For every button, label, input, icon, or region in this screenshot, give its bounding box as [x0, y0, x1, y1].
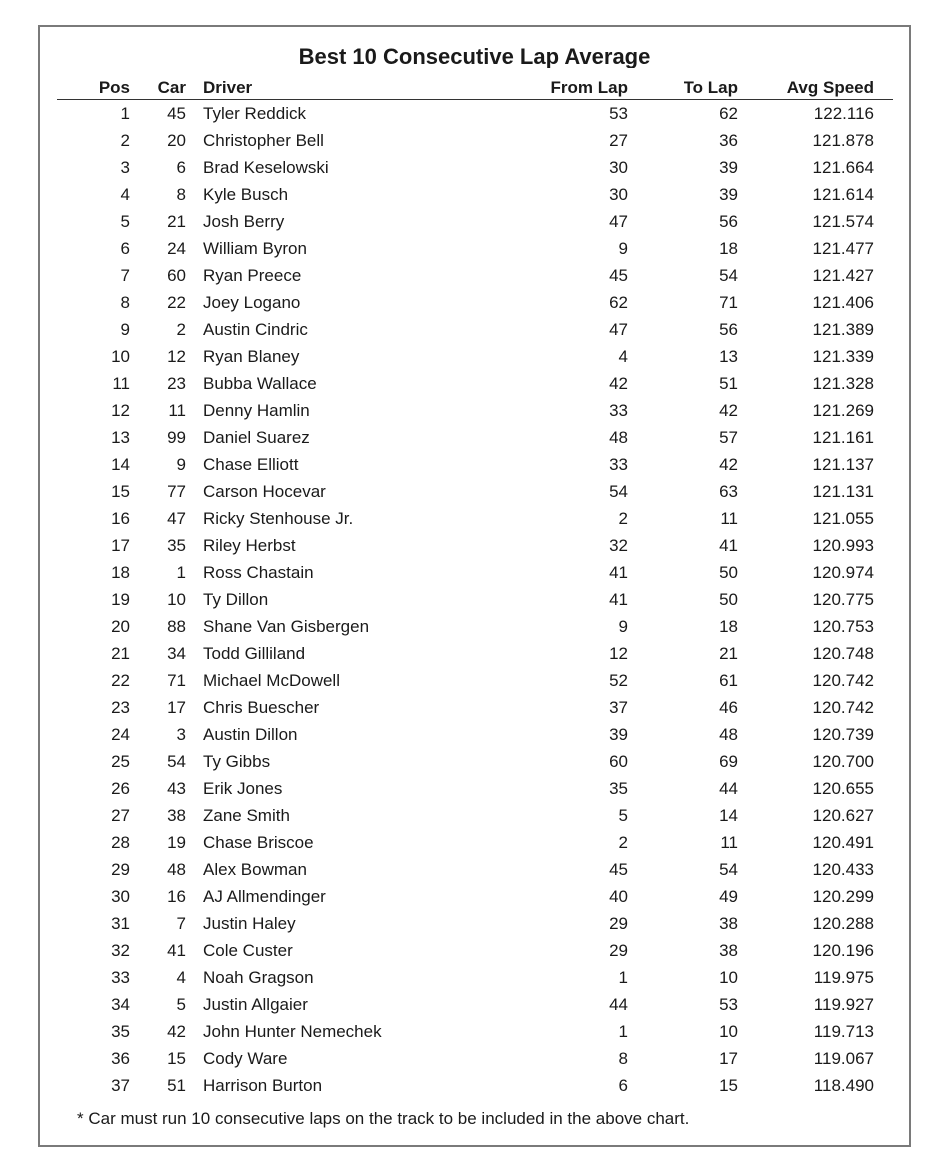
cell-pos: 35 [111, 1022, 130, 1041]
cell-driver: Ty Gibbs [203, 752, 271, 771]
cell-to-lap: 71 [719, 293, 738, 312]
cell-driver: Chris Buescher [203, 698, 320, 717]
table-row [57, 424, 893, 451]
cell-from-lap: 6 [618, 1076, 628, 1095]
cell-pos: 28 [111, 833, 130, 852]
table-row [57, 235, 893, 262]
cell-pos: 24 [111, 725, 130, 744]
cell-pos: 33 [111, 968, 130, 987]
header-pos: Pos [98, 78, 130, 97]
cell-to-lap: 38 [719, 941, 738, 960]
cell-car: 21 [167, 212, 186, 231]
cell-car: 77 [167, 482, 186, 501]
cell-from-lap: 42 [609, 374, 628, 393]
header-from-lap: From Lap [550, 78, 628, 97]
cell-driver: Tyler Reddick [203, 104, 306, 123]
table-row [57, 640, 893, 667]
cell-from-lap: 35 [609, 779, 628, 798]
cell-to-lap: 11 [720, 833, 738, 852]
cell-from-lap: 48 [609, 428, 628, 447]
header-avg-speed: Avg Speed [786, 78, 874, 97]
cell-to-lap: 39 [719, 185, 738, 204]
cell-pos: 11 [112, 374, 130, 393]
table-row [57, 1045, 893, 1072]
cell-pos: 14 [111, 455, 130, 474]
cell-driver: Ross Chastain [203, 563, 314, 582]
cell-car: 7 [176, 914, 186, 933]
cell-car: 22 [167, 293, 186, 312]
cell-pos: 22 [111, 671, 130, 690]
cell-from-lap: 1 [618, 1022, 628, 1041]
cell-pos: 19 [111, 590, 130, 609]
cell-car: 3 [176, 725, 186, 744]
cell-from-lap: 29 [609, 914, 628, 933]
table-row [57, 100, 893, 127]
cell-avg-speed: 121.055 [812, 509, 874, 528]
cell-to-lap: 49 [719, 887, 738, 906]
cell-pos: 20 [111, 617, 130, 636]
cell-to-lap: 63 [719, 482, 738, 501]
cell-avg-speed: 122.116 [813, 104, 874, 123]
cell-from-lap: 33 [609, 455, 628, 474]
cell-to-lap: 54 [719, 266, 738, 285]
cell-avg-speed: 120.299 [812, 887, 874, 906]
cell-pos: 32 [111, 941, 130, 960]
table-row [57, 937, 893, 964]
cell-pos: 27 [111, 806, 130, 825]
cell-avg-speed: 121.137 [812, 455, 874, 474]
cell-car: 38 [167, 806, 186, 825]
cell-car: 42 [167, 1022, 186, 1041]
cell-from-lap: 30 [609, 185, 628, 204]
cell-avg-speed: 120.700 [812, 752, 874, 771]
cell-pos: 21 [111, 644, 130, 663]
cell-driver: Ricky Stenhouse Jr. [203, 509, 354, 528]
cell-to-lap: 10 [719, 968, 738, 987]
table-row [57, 586, 893, 613]
cell-avg-speed: 120.655 [812, 779, 874, 798]
cell-pos: 7 [120, 266, 130, 285]
cell-pos: 26 [111, 779, 130, 798]
cell-car: 47 [167, 509, 186, 528]
footnote: * Car must run 10 consecutive laps on the track to be included in the above chart. [77, 1109, 690, 1128]
cell-avg-speed: 120.196 [812, 941, 874, 960]
cell-driver: Noah Gragson [203, 968, 314, 987]
cell-pos: 30 [111, 887, 130, 906]
table-row [57, 343, 893, 370]
cell-to-lap: 42 [719, 455, 738, 474]
cell-avg-speed: 120.433 [812, 860, 874, 879]
cell-avg-speed: 120.993 [812, 536, 874, 555]
cell-avg-speed: 121.161 [812, 428, 874, 447]
cell-driver: Harrison Burton [203, 1076, 323, 1095]
table-row [57, 370, 893, 397]
cell-car: 71 [167, 671, 186, 690]
cell-car: 20 [167, 131, 186, 150]
cell-from-lap: 12 [609, 644, 628, 663]
cell-driver: Bubba Wallace [203, 374, 317, 393]
cell-to-lap: 13 [719, 347, 738, 366]
cell-avg-speed: 121.406 [812, 293, 874, 312]
cell-avg-speed: 120.775 [812, 590, 874, 609]
cell-car: 24 [167, 239, 186, 258]
cell-from-lap: 54 [609, 482, 628, 501]
table-row [57, 1072, 893, 1099]
table-row [57, 883, 893, 910]
cell-to-lap: 56 [719, 320, 738, 339]
cell-driver: Riley Herbst [203, 536, 296, 555]
table-header [57, 75, 893, 100]
cell-car: 6 [176, 158, 186, 177]
table-row [57, 964, 893, 991]
cell-pos: 10 [111, 347, 130, 366]
cell-car: 23 [167, 374, 186, 393]
cell-car: 19 [167, 833, 186, 852]
report-frame [38, 25, 911, 1147]
cell-driver: Justin Allgaier [203, 995, 308, 1014]
cell-avg-speed: 121.339 [812, 347, 874, 366]
table-row [57, 478, 893, 505]
table-row [57, 289, 893, 316]
cell-avg-speed: 121.427 [812, 266, 874, 285]
cell-driver: Erik Jones [203, 779, 283, 798]
cell-pos: 1 [120, 104, 130, 123]
cell-from-lap: 40 [609, 887, 628, 906]
cell-from-lap: 41 [609, 563, 628, 582]
cell-from-lap: 47 [609, 212, 628, 231]
cell-from-lap: 2 [618, 833, 628, 852]
cell-car: 10 [167, 590, 186, 609]
cell-from-lap: 30 [609, 158, 628, 177]
cell-car: 35 [167, 536, 186, 555]
cell-to-lap: 46 [719, 698, 738, 717]
cell-pos: 12 [111, 401, 130, 420]
cell-car: 1 [176, 563, 186, 582]
cell-from-lap: 44 [609, 995, 628, 1014]
table-row [57, 1018, 893, 1045]
table-row [57, 667, 893, 694]
cell-avg-speed: 120.742 [812, 671, 874, 690]
table-row [57, 613, 893, 640]
cell-car: 16 [167, 887, 186, 906]
table-row [57, 748, 893, 775]
header-car: Car [157, 78, 186, 97]
cell-from-lap: 60 [609, 752, 628, 771]
cell-avg-speed: 120.742 [812, 698, 874, 717]
cell-avg-speed: 121.269 [812, 401, 874, 420]
cell-from-lap: 37 [609, 698, 628, 717]
cell-avg-speed: 119.927 [813, 995, 874, 1014]
cell-to-lap: 36 [719, 131, 738, 150]
cell-to-lap: 41 [719, 536, 738, 555]
cell-driver: Ty Dillon [203, 590, 269, 609]
cell-driver: AJ Allmendinger [203, 887, 326, 906]
cell-car: 5 [176, 995, 186, 1014]
table-row [57, 397, 893, 424]
cell-to-lap: 10 [719, 1022, 738, 1041]
cell-driver: Josh Berry [203, 212, 285, 231]
cell-from-lap: 27 [609, 131, 628, 150]
cell-to-lap: 11 [720, 509, 738, 528]
cell-to-lap: 21 [719, 644, 738, 663]
cell-from-lap: 9 [618, 617, 628, 636]
cell-driver: Ryan Blaney [203, 347, 300, 366]
cell-to-lap: 69 [719, 752, 738, 771]
cell-avg-speed: 121.477 [812, 239, 874, 258]
table-row [57, 181, 893, 208]
cell-driver: Chase Briscoe [203, 833, 314, 852]
cell-car: 60 [167, 266, 186, 285]
cell-to-lap: 17 [719, 1049, 738, 1068]
header-to-lap: To Lap [683, 78, 738, 97]
cell-pos: 3 [120, 158, 130, 177]
cell-driver: Kyle Busch [203, 185, 289, 204]
cell-car: 9 [176, 455, 186, 474]
cell-car: 8 [176, 185, 186, 204]
cell-avg-speed: 118.490 [813, 1076, 874, 1095]
cell-from-lap: 52 [609, 671, 628, 690]
cell-from-lap: 45 [609, 266, 628, 285]
table-row [57, 829, 893, 856]
cell-driver: Zane Smith [203, 806, 290, 825]
cell-pos: 6 [120, 239, 130, 258]
table-row [57, 991, 893, 1018]
table-row [57, 208, 893, 235]
cell-from-lap: 32 [609, 536, 628, 555]
cell-driver: Todd Gilliland [203, 644, 306, 663]
cell-driver: Cody Ware [203, 1049, 288, 1068]
cell-avg-speed: 119.067 [813, 1049, 874, 1068]
cell-car: 41 [167, 941, 186, 960]
cell-to-lap: 18 [719, 239, 738, 258]
cell-driver: Cole Custer [203, 941, 293, 960]
cell-to-lap: 53 [719, 995, 738, 1014]
cell-driver: John Hunter Nemechek [203, 1022, 382, 1041]
cell-avg-speed: 120.753 [812, 617, 874, 636]
cell-driver: Brad Keselowski [203, 158, 329, 177]
cell-pos: 34 [111, 995, 130, 1014]
cell-avg-speed: 121.878 [812, 131, 874, 150]
cell-to-lap: 44 [719, 779, 738, 798]
table-row [57, 505, 893, 532]
table-row [57, 802, 893, 829]
table-row [57, 721, 893, 748]
cell-avg-speed: 120.288 [812, 914, 874, 933]
cell-pos: 15 [111, 482, 130, 501]
cell-pos: 18 [111, 563, 130, 582]
cell-to-lap: 56 [719, 212, 738, 231]
cell-car: 17 [167, 698, 186, 717]
table-row [57, 451, 893, 478]
cell-from-lap: 41 [609, 590, 628, 609]
cell-from-lap: 45 [609, 860, 628, 879]
cell-car: 45 [167, 104, 186, 123]
table-row [57, 127, 893, 154]
cell-pos: 37 [111, 1076, 130, 1095]
cell-avg-speed: 121.664 [812, 158, 874, 177]
cell-avg-speed: 120.739 [812, 725, 874, 744]
cell-driver: Austin Cindric [203, 320, 308, 339]
cell-avg-speed: 121.328 [812, 374, 874, 393]
cell-from-lap: 8 [618, 1049, 628, 1068]
cell-avg-speed: 121.574 [812, 212, 874, 231]
cell-driver: Alex Bowman [203, 860, 307, 879]
cell-pos: 2 [120, 131, 130, 150]
header-driver: Driver [203, 78, 253, 97]
cell-to-lap: 50 [719, 563, 738, 582]
cell-car: 11 [168, 401, 186, 420]
cell-driver: Carson Hocevar [203, 482, 326, 501]
cell-from-lap: 39 [609, 725, 628, 744]
cell-to-lap: 50 [719, 590, 738, 609]
table-row [57, 316, 893, 343]
cell-pos: 5 [120, 212, 130, 231]
cell-from-lap: 2 [618, 509, 628, 528]
cell-avg-speed: 119.975 [813, 968, 874, 987]
table-row [57, 532, 893, 559]
cell-pos: 36 [111, 1049, 130, 1068]
cell-avg-speed: 119.713 [813, 1022, 874, 1041]
cell-to-lap: 61 [719, 671, 738, 690]
table-row [57, 154, 893, 181]
cell-avg-speed: 120.491 [812, 833, 874, 852]
table-row [57, 775, 893, 802]
cell-driver: Daniel Suarez [203, 428, 310, 447]
cell-car: 48 [167, 860, 186, 879]
cell-car: 54 [167, 752, 186, 771]
report-title: Best 10 Consecutive Lap Average [298, 44, 651, 68]
cell-avg-speed: 120.974 [812, 563, 874, 582]
cell-car: 99 [167, 428, 186, 447]
cell-from-lap: 29 [609, 941, 628, 960]
cell-to-lap: 48 [719, 725, 738, 744]
cell-to-lap: 39 [719, 158, 738, 177]
table-row [57, 856, 893, 883]
cell-avg-speed: 120.627 [812, 806, 874, 825]
cell-from-lap: 9 [618, 239, 628, 258]
cell-pos: 4 [120, 185, 130, 204]
cell-car: 43 [167, 779, 186, 798]
cell-pos: 8 [120, 293, 130, 312]
cell-pos: 9 [120, 320, 130, 339]
cell-pos: 13 [111, 428, 130, 447]
cell-car: 88 [167, 617, 186, 636]
cell-driver: Ryan Preece [203, 266, 302, 285]
cell-to-lap: 14 [719, 806, 738, 825]
cell-from-lap: 33 [609, 401, 628, 420]
cell-avg-speed: 121.614 [812, 185, 874, 204]
cell-to-lap: 38 [719, 914, 738, 933]
table-row [57, 262, 893, 289]
cell-pos: 17 [111, 536, 130, 555]
cell-from-lap: 1 [618, 968, 628, 987]
cell-pos: 23 [111, 698, 130, 717]
table-row [57, 910, 893, 937]
cell-to-lap: 62 [719, 104, 738, 123]
cell-from-lap: 47 [609, 320, 628, 339]
cell-driver: Austin Dillon [203, 725, 298, 744]
cell-driver: William Byron [203, 239, 307, 258]
table-body [57, 100, 893, 1099]
cell-driver: Chase Elliott [203, 455, 299, 474]
cell-car: 4 [176, 968, 186, 987]
cell-car: 2 [176, 320, 186, 339]
cell-from-lap: 62 [609, 293, 628, 312]
cell-from-lap: 4 [618, 347, 628, 366]
cell-car: 51 [167, 1076, 186, 1095]
cell-to-lap: 54 [719, 860, 738, 879]
table-row [57, 694, 893, 721]
cell-to-lap: 42 [719, 401, 738, 420]
cell-car: 15 [167, 1049, 186, 1068]
cell-to-lap: 15 [719, 1076, 738, 1095]
cell-pos: 31 [111, 914, 130, 933]
cell-avg-speed: 121.131 [812, 482, 874, 501]
cell-to-lap: 57 [719, 428, 738, 447]
cell-from-lap: 5 [618, 806, 628, 825]
cell-avg-speed: 120.748 [812, 644, 874, 663]
cell-driver: Joey Logano [203, 293, 301, 312]
cell-to-lap: 51 [719, 374, 738, 393]
cell-from-lap: 53 [609, 104, 628, 123]
cell-car: 12 [167, 347, 186, 366]
cell-pos: 16 [111, 509, 130, 528]
cell-pos: 25 [111, 752, 130, 771]
cell-driver: Christopher Bell [203, 131, 324, 150]
cell-driver: Michael McDowell [203, 671, 340, 690]
cell-driver: Justin Haley [203, 914, 296, 933]
cell-to-lap: 18 [719, 617, 738, 636]
cell-car: 34 [167, 644, 186, 663]
table-row [57, 559, 893, 586]
cell-pos: 29 [111, 860, 130, 879]
cell-driver: Shane Van Gisbergen [203, 617, 370, 636]
cell-driver: Denny Hamlin [203, 401, 310, 420]
cell-avg-speed: 121.389 [812, 320, 874, 339]
